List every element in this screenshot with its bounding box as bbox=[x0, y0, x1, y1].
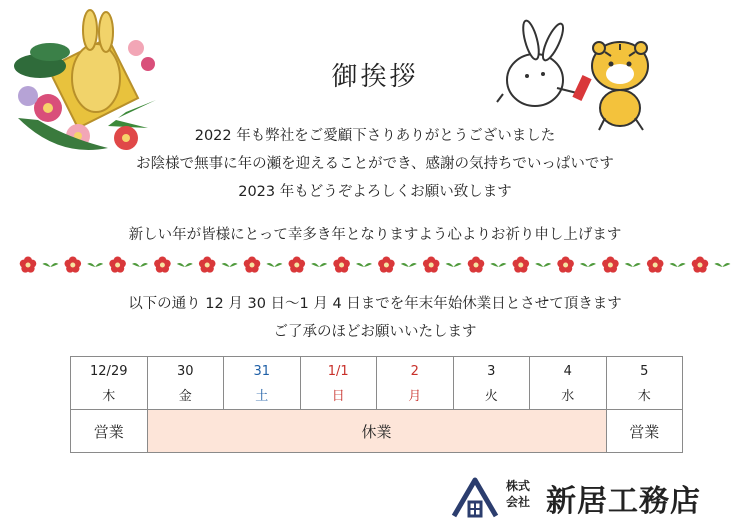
schedule-weekday: 月 bbox=[377, 379, 454, 410]
closed-cell: 休業 bbox=[147, 410, 606, 453]
greeting-line: 2022 年も弊社をご愛顧下さりありがとうございました bbox=[194, 128, 556, 144]
schedule-weekday: 火 bbox=[453, 379, 530, 410]
bamboo-leaf-icon bbox=[87, 258, 103, 267]
schedule-date: 3 bbox=[453, 357, 530, 380]
bamboo-leaf-icon bbox=[625, 258, 641, 267]
bamboo-leaf-icon bbox=[580, 258, 596, 267]
greeting-line: 2023 年もどうぞよろしくお願い致します bbox=[238, 184, 512, 200]
plum-blossom-icon bbox=[468, 257, 485, 273]
open-cell: 営業 bbox=[71, 410, 148, 453]
plum-blossom-icon bbox=[602, 257, 619, 273]
schedule-weekday: 水 bbox=[530, 379, 607, 410]
schedule-date: 12/29 bbox=[71, 357, 148, 380]
schedule-weekday: 木 bbox=[71, 379, 148, 410]
plum-blossom-icon bbox=[557, 257, 574, 273]
house-icon bbox=[454, 480, 496, 516]
bamboo-leaf-icon bbox=[401, 258, 417, 267]
plum-blossom-icon bbox=[20, 257, 37, 273]
notice-line: 以下の通り 12 月 30 日～1 月 4 日までを年末年始休業日とさせて頂きます bbox=[128, 296, 622, 312]
bamboo-leaf-icon bbox=[222, 258, 238, 267]
schedule-date: 1/1 bbox=[300, 357, 377, 380]
plum-blossom-icon bbox=[513, 257, 530, 273]
bamboo-leaf-icon bbox=[670, 258, 686, 267]
schedule-date: 30 bbox=[147, 357, 224, 380]
bamboo-leaf-icon bbox=[177, 258, 193, 267]
bamboo-leaf-icon bbox=[132, 258, 148, 267]
schedule-weekday: 木 bbox=[606, 379, 683, 410]
plum-blossom-icon bbox=[154, 257, 171, 273]
open-cell: 営業 bbox=[606, 410, 683, 453]
schedule-weekday: 土 bbox=[224, 379, 301, 410]
bamboo-leaf-icon bbox=[42, 258, 58, 267]
schedule-date: 4 bbox=[530, 357, 607, 380]
bamboo-leaf-icon bbox=[535, 258, 551, 267]
schedule-weekday: 日 bbox=[300, 379, 377, 410]
plum-blossom-icon bbox=[199, 257, 216, 273]
plum-blossom-icon bbox=[289, 257, 306, 273]
greeting-line: お陰様で無事に年の瀬を迎えることができ、感謝の気持ちでいっぱいです bbox=[136, 156, 614, 172]
plum-blossom-icon bbox=[109, 257, 126, 273]
plum-blossom-icon bbox=[378, 257, 395, 273]
plum-blossom-icon bbox=[647, 257, 664, 273]
schedule-weekday: 金 bbox=[147, 379, 224, 410]
bamboo-leaf-icon bbox=[490, 258, 506, 267]
bamboo-leaf-icon bbox=[311, 258, 327, 267]
schedule-date: 31 bbox=[224, 357, 301, 380]
plum-blossom-icon bbox=[244, 257, 261, 273]
new-year-wish: 新しい年が皆様にとって幸多き年となりますよう心よりお祈り申し上げます bbox=[128, 227, 622, 243]
plum-blossom-icon bbox=[692, 257, 709, 273]
bamboo-leaf-icon bbox=[266, 258, 282, 267]
bamboo-leaf-icon bbox=[714, 258, 730, 267]
plum-blossom-icon bbox=[423, 257, 440, 273]
company-type: 株式 会社 bbox=[506, 479, 531, 509]
plum-blossom-icon bbox=[65, 257, 82, 273]
schedule-date: 5 bbox=[606, 357, 683, 380]
schedule-date: 2 bbox=[377, 357, 454, 380]
company-name: 新居工務店 bbox=[546, 484, 701, 519]
bamboo-leaf-icon bbox=[446, 258, 462, 267]
notice-line: ご了承のほどお願いいたします bbox=[273, 324, 477, 340]
page-title: 御挨拶 bbox=[331, 62, 419, 92]
holiday-schedule-table bbox=[70, 356, 683, 453]
plum-blossom-icon bbox=[333, 257, 350, 273]
plum-bamboo-border bbox=[18, 252, 732, 278]
bamboo-leaf-icon bbox=[356, 258, 372, 267]
